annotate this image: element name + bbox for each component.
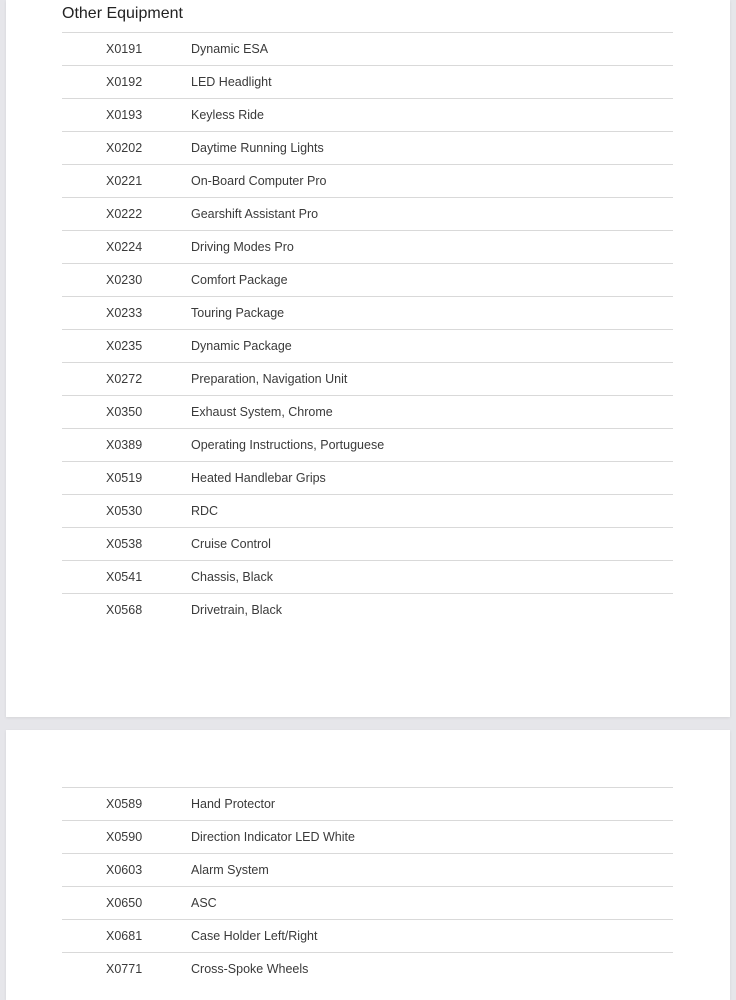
table-row (62, 65, 673, 98)
equipment-code: X0235 (106, 339, 143, 353)
equipment-code: X0681 (106, 929, 143, 943)
equipment-description: Touring Package (191, 306, 285, 320)
equipment-description: Hand Protector (191, 797, 276, 811)
table-row (62, 787, 673, 820)
equipment-description: Heated Handlebar Grips (191, 471, 326, 485)
equipment-description: Cruise Control (191, 537, 271, 551)
equipment-description: Case Holder Left/Right (191, 929, 318, 943)
equipment-description: Driving Modes Pro (191, 240, 294, 254)
equipment-description: Dynamic ESA (191, 42, 269, 56)
equipment-description: ASC (191, 896, 217, 910)
table-row (62, 296, 673, 329)
document-page-2 (6, 730, 730, 1000)
table-row (62, 32, 673, 65)
table-row (62, 494, 673, 527)
equipment-code: X0191 (106, 42, 143, 56)
table-row (62, 886, 673, 919)
table-row (62, 98, 673, 131)
table-row (62, 952, 673, 985)
equipment-code: X0192 (106, 75, 143, 89)
equipment-list-page-2 (62, 787, 673, 985)
equipment-code: X0221 (106, 174, 143, 188)
equipment-code: X0233 (106, 306, 143, 320)
table-row (62, 329, 673, 362)
table-row (62, 527, 673, 560)
equipment-description: Exhaust System, Chrome (191, 405, 333, 419)
equipment-description: Operating Instructions, Portuguese (191, 438, 385, 452)
equipment-code: X0519 (106, 471, 143, 485)
table-row (62, 362, 673, 395)
equipment-description: LED Headlight (191, 75, 272, 89)
equipment-description: Alarm System (191, 863, 269, 877)
equipment-list-page-1 (62, 32, 673, 626)
equipment-description: Keyless Ride (191, 108, 264, 122)
equipment-description: Preparation, Navigation Unit (191, 372, 348, 386)
table-row (62, 919, 673, 952)
equipment-code: X0590 (106, 830, 143, 844)
equipment-code: X0568 (106, 603, 143, 617)
table-row (62, 853, 673, 886)
table-row (62, 560, 673, 593)
equipment-code: X0389 (106, 438, 143, 452)
table-row (62, 461, 673, 494)
table-row (62, 428, 673, 461)
equipment-code: X0771 (106, 962, 143, 976)
equipment-description: Comfort Package (191, 273, 288, 287)
equipment-code: X0530 (106, 504, 143, 518)
equipment-code: X0272 (106, 372, 143, 386)
equipment-code: X0193 (106, 108, 143, 122)
equipment-code: X0650 (106, 896, 143, 910)
table-row (62, 820, 673, 853)
section-title: Other Equipment (62, 5, 183, 22)
equipment-description: Daytime Running Lights (191, 141, 324, 155)
equipment-code: X0538 (106, 537, 143, 551)
equipment-description: Dynamic Package (191, 339, 292, 353)
equipment-code: X0541 (106, 570, 143, 584)
equipment-code: X0230 (106, 273, 143, 287)
table-row (62, 593, 673, 626)
equipment-code: X0350 (106, 405, 143, 419)
equipment-code: X0603 (106, 863, 143, 877)
table-row (62, 197, 673, 230)
equipment-description: Cross-Spoke Wheels (191, 962, 309, 976)
equipment-code: X0222 (106, 207, 143, 221)
table-row (62, 263, 673, 296)
table-row (62, 395, 673, 428)
equipment-code: X0589 (106, 797, 143, 811)
equipment-description: Chassis, Black (191, 570, 273, 584)
equipment-description: Gearshift Assistant Pro (191, 207, 319, 221)
equipment-code: X0202 (106, 141, 143, 155)
document-page-1 (6, 0, 730, 717)
equipment-code: X0224 (106, 240, 143, 254)
equipment-description: Direction Indicator LED White (191, 830, 355, 844)
table-row (62, 131, 673, 164)
equipment-description: RDC (191, 504, 219, 518)
equipment-description: Drivetrain, Black (191, 603, 282, 617)
table-row (62, 164, 673, 197)
equipment-description: On-Board Computer Pro (191, 174, 327, 188)
table-row (62, 230, 673, 263)
